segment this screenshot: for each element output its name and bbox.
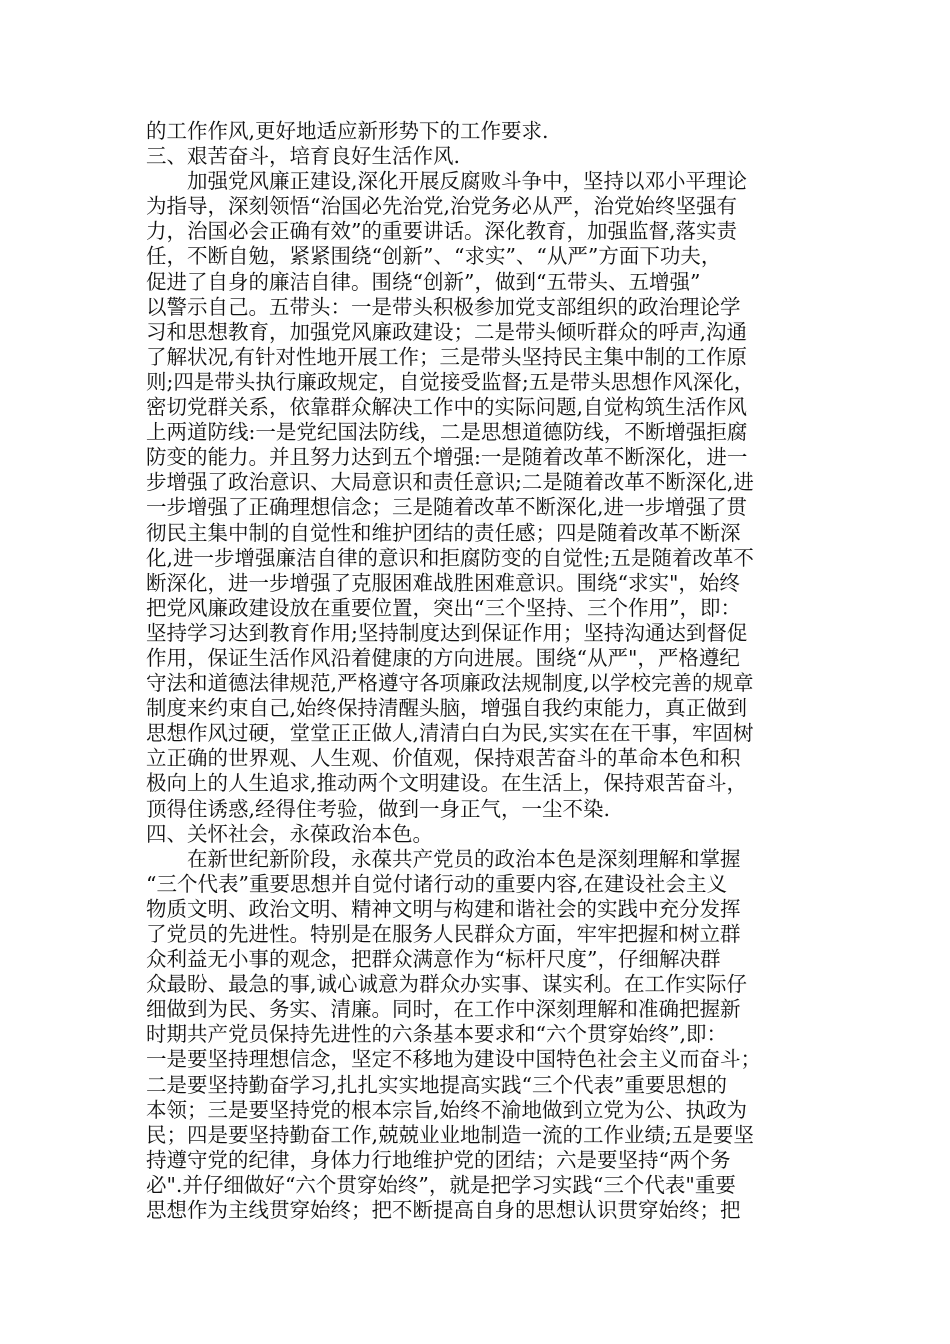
text-line: 则;四是带头执行廉政规定，自觉接受监督;五是带头思想作风深化， <box>146 369 755 394</box>
text-line: 本领；三是要坚持党的根本宗旨,始终不渝地做到立党为公、执政为 <box>146 1097 748 1122</box>
text-line: 上两道防线:一是党纪国法防线，二是思想道德防线，不断增强拒腐 <box>146 420 748 445</box>
text-line: 习和思想教育，加强党风廉政建设；二是带头倾听群众的呼声,沟通 <box>146 319 748 344</box>
text-line: 众最盼、最急的事,诚心诚意为群众办实事、谋实利。在工作实际仔 <box>146 972 748 997</box>
text-line: 时期共产党员保持先进性的六条基本要求和“六个贯穿始终”,即： <box>146 1022 727 1047</box>
text-line: 彻民主集中制的自觉性和维护团结的责任感；四是随着改革不断深 <box>146 520 741 545</box>
text-line: 一步增强了正确理想信念；三是随着改革不断深化,进一步增强了贯 <box>146 495 748 520</box>
text-line: 以警示自己。五带头：一是带头积极参加党支部组织的政治理论学 <box>146 294 741 319</box>
text-line: 众利益无小事的观念，把群众满意作为“标杆尺度”，仔细解决群 <box>146 947 721 972</box>
text-line: 三、艰苦奋斗，培育良好生活作风. <box>146 144 461 169</box>
text-line: 的工作作风,更好地适应新形势下的工作要求. <box>146 119 549 143</box>
text-line: “三个代表”重要思想并自觉付诸行动的重要内容,在建设社会主义 <box>146 871 727 896</box>
text-line: 思想作风过硬，堂堂正正做人,清清白白为民,实实在在干事，牢固树 <box>146 721 754 746</box>
text-line: 立正确的世界观、人生观、价值观，保持艰苦奋斗的革命本色和积 <box>146 746 741 771</box>
text-line: 作用，保证生活作风沿着健康的方向进展。围绕“从严"，严格遵纪 <box>146 645 740 670</box>
text-line: 制度来约束自己,始终保持清醒头脑，增强自我约束能力，真正做到 <box>146 696 748 721</box>
text-line: 一是要坚持理想信念，坚定不移地为建设中国特色社会主义而奋斗； <box>146 1047 761 1072</box>
text-line: 物质文明、政治文明、精神文明与构建和谐社会的实践中充分发挥 <box>146 896 741 921</box>
text-line: 任，不断自勉，紧紧围绕“创新”、“求实”、“从严”方面下功夫， <box>146 244 722 269</box>
document-body-text <box>146 119 806 1223</box>
text-line: 步增强了政治意识、大局意识和责任意识;二是随着改革不断深化,进 <box>146 470 754 495</box>
text-line: 力，治国必会正确有效”的重要讲话。深化教育，加强监督,落实责 <box>146 219 737 244</box>
text-line: 了解状况,有针对性地开展工作；三是带头坚持民主集中制的工作原 <box>146 344 748 369</box>
text-line: 守法和道德法律规范,严格遵守各项廉政法规制度,以学校完善的规章 <box>146 671 754 696</box>
text-line: 必".并仔细做好“六个贯穿始终”，就是把学习实践“三个代表"重要 <box>146 1172 736 1197</box>
text-line: 四、关怀社会，永葆政治本色。 <box>146 821 433 846</box>
text-line: 防变的能力。并且努力达到五个增强:一是随着改革不断深化，进一 <box>146 445 748 470</box>
text-line: 细做到为民、务实、清廉。同时，在工作中深刻理解和准确把握新 <box>146 997 741 1022</box>
text-line: 二是要坚持勤奋学习,扎扎实实地提高实践“三个代表”重要思想的 <box>146 1072 727 1097</box>
text-line: 促进了自身的廉洁自律。围绕“创新”，做到“五带头、五增强” <box>146 269 701 294</box>
text-line: 密切党群关系，依靠群众解决工作中的实际问题,自觉构筑生活作风 <box>146 395 748 420</box>
text-line: 持遵守党的纪律，身体力行地维护党的团结；六是要坚持“两个务 <box>146 1147 731 1172</box>
text-line: 为指导，深刻领悟“治国必先治党,治党务必从严，治党始终坚强有 <box>146 194 737 219</box>
text-line: 顶得住诱惑,经得住考验，做到一身正气，一尘不染. <box>146 796 611 821</box>
text-line: 化,进一步增强廉洁自律的意识和拒腐防变的自觉性;五是随着改革不 <box>146 545 754 570</box>
text-line: 了党员的先进性。特别是在服务人民群众方面，牢牢把握和树立群 <box>146 922 741 946</box>
text-line: 坚持学习达到教育作用;坚持制度达到保证作用；坚持沟通达到督促 <box>146 620 748 645</box>
text-line: 思想作为主线贯穿始终；把不断提高自身的思想认识贯穿始终；把 <box>146 1198 741 1223</box>
text-line: 民；四是要坚持勤奋工作,兢兢业业地制造一流的工作业绩;五是要坚 <box>146 1122 754 1147</box>
text-line: 在新世纪新阶段，永葆共产党员的政治本色是深刻理解和掌握 <box>187 846 741 871</box>
text-line: 极向上的人生追求,推动两个文明建设。在生活上，保持艰苦奋斗， <box>146 771 748 796</box>
text-line: 把党风廉政建设放在重要位置，突出“三个坚持、三个作用”，即： <box>146 595 741 620</box>
text-line: 断深化，进一步增强了克服困难战胜困难意识。围绕“求实"，始终 <box>146 570 740 595</box>
text-line: 加强党风廉正建设,深化开展反腐败斗争中，坚持以邓小平理论 <box>187 169 748 194</box>
